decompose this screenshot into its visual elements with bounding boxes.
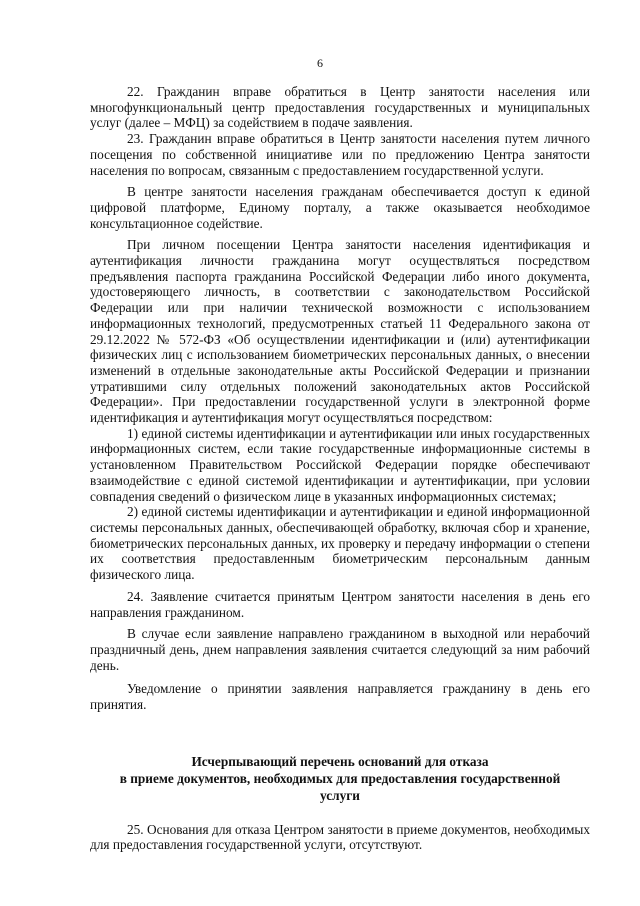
list-item-1: 1) единой системы идентификации и аутентификации или иных государственных информационных систем, если такие государственные информационные системы в установленном Правительством Российской Федерации порядке обеспечивают взаимодействие с единой системой идентификации и аутентификации, при условии совпадения сведений о физическом лице в указанных информационных системах;: [90, 425, 590, 504]
section-heading: [90, 753, 590, 804]
paragraph-23: 23. Гражданин вправе обратиться в Центр занятости населения путем личного посещения по собственной инициативе или по предложению Центра занятости населения по вопросам, связанным с предоставлением государственной услуги.: [90, 131, 590, 178]
document-body: [90, 84, 590, 853]
section-heading-line-2: в приеме документов, необходимых для предоставления государственной: [119, 770, 561, 786]
paragraph-notification: Уведомление о принятии заявления направляется гражданину в день его принятия.: [90, 681, 590, 713]
section-heading-line-3: услуги: [320, 787, 360, 803]
paragraph-holiday: В случае если заявление направлено гражданином в выходной или нерабочий праздничный день, днем направления заявления считается следующий за ним рабочий день.: [90, 626, 590, 673]
page-number: 6: [317, 56, 323, 70]
paragraph-consult: В центре занятости населения гражданам обеспечивается доступ к единой цифровой платформе, Единому порталу, а также оказывается необходимое консультационное содействие.: [90, 184, 590, 231]
paragraph-24: 24. Заявление считается принятым Центром занятости населения в день его направления гражданином.: [90, 588, 590, 620]
paragraph-22: 22. Гражданин вправе обратиться в Центр занятости населения или многофункциональный центр предоставления государственных и муниципальных услуг (далее – МФЦ) за содействием в подаче заявления.: [90, 84, 590, 131]
section-heading-line-1: Исчерпывающий перечень оснований для отказа: [191, 753, 489, 769]
list-item-2: 2) единой системы идентификации и аутентификации и единой информационной системы персональных данных, обеспечивающей обработку, включая сбор и хранение, биометрических персональных данных, их проверку и передачу информации о степени их соответствия предоставленным биометрическим персональным данным физического лица.: [90, 504, 590, 583]
paragraph-25: 25. Основания для отказа Центром занятости в приеме документов, необходимых для предоставления государственной услуги, отсутствуют.: [90, 821, 590, 853]
paragraph-identification: При личном посещении Центра занятости населения идентификация и аутентификация личности гражданина могут осуществляться посредством предъявления паспорта гражданина Российской Федерации либо иного документа, удостоверяющего личность, в соответствии с законодательством Российской Федерации или при наличии технической возможности с использованием информационных технологий, предусмотренных статьей 11 Федерального закона от 29.12.2022 № 572-ФЗ «Об осуществлении идентификации и (или) аутентификации физических лиц с использованием биометрических персональных данных, о внесении изменений в отдельные законодательные акты Российской Федерации и признании утратившими силу отдельных положений законодательных актов Российской Федерации». При предоставлении государственной услуги в электронной форме идентификация и аутентификация могут осуществляться посредством:: [90, 237, 590, 426]
